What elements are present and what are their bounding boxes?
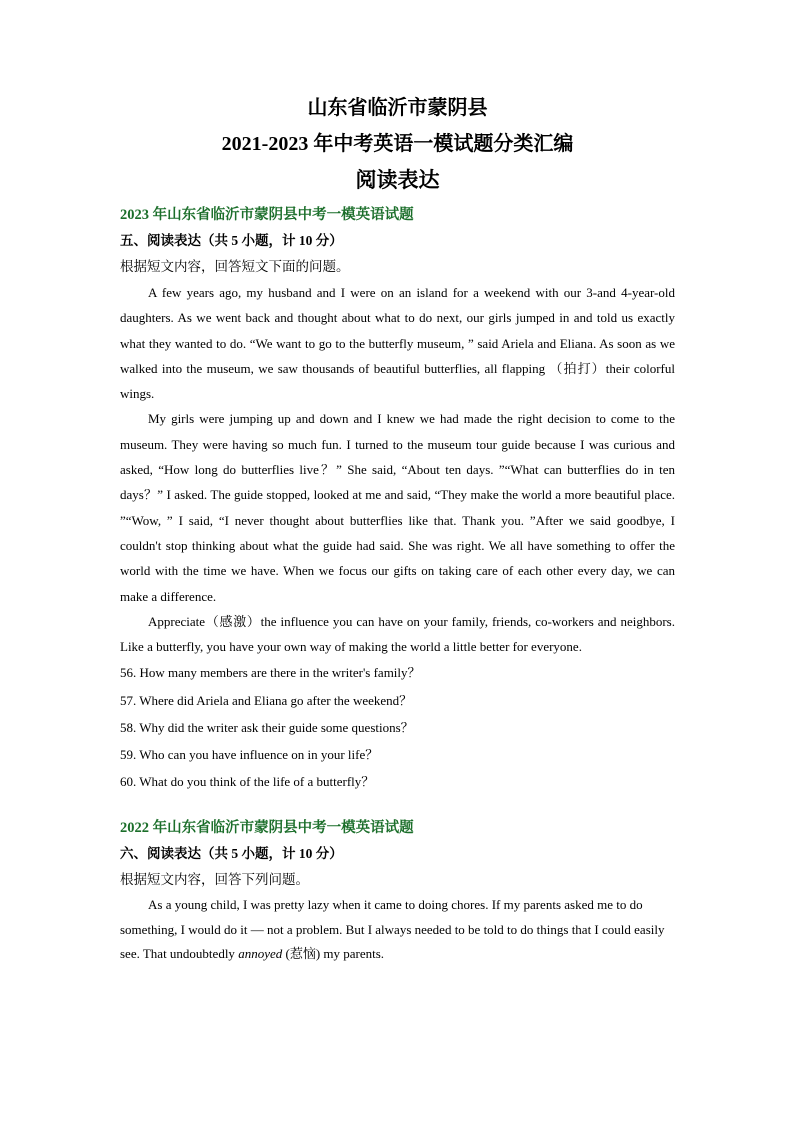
question-60: 60. What do you think of the life of a butterfly？ <box>120 774 375 790</box>
passage-emphasis-word: annoyed <box>238 946 283 962</box>
question-57: 57. Where did Ariela and Eliana go after the weekend？ <box>120 692 413 708</box>
passage-paragraph-2022 <box>120 893 675 967</box>
section-2022-part-header: 六、阅读表达（共 5 小题，计 10 分） <box>120 846 343 862</box>
question-58: 58. Why did the writer ask their guide some questions？ <box>120 719 414 735</box>
document-title-exam: 2021-2023 年中考英语一模试题分类汇编 <box>221 133 574 155</box>
document-title-category: 阅读表达 <box>355 168 440 192</box>
document-page <box>120 90 675 967</box>
section-2023-title: 2023 年山东省临沂市蒙阴县中考一模英语试题 <box>120 207 414 223</box>
document-title-region: 山东省临沂市蒙阴县 <box>307 97 488 119</box>
passage-paragraph: A few years ago, my husband and I were on an island for a weekend with our 3-and 4-year-old daughters. As we went back and thought about what to do next, our girls jumped in and told us exactly what they wanted to do. “We want to go to the butterfly museum, ” said Ariela and Eliana. As soon as we walked into the museum, we saw thousands of beautiful butterflies, all flapping （拍打）their colorful wings. <box>120 285 675 402</box>
passage-paragraph: Appreciate（感激）the influence you can have on your family, friends, co-workers and neighbors. Like a butterfly, you have your own way of making the world a little better for everyone. <box>120 613 675 655</box>
section-2023-part-header: 五、阅读表达（共 5 小题，计 10 分） <box>120 233 343 248</box>
passage-text: As a young child, I was pretty lazy when it came to doing chores. If my parents asked me to do something, I would do it — not a problem. But I always needed to be told to do things that I could easily see. That undoubtedly <box>120 897 665 962</box>
question-56: 56. How many members are there in the writer's family？ <box>120 665 421 681</box>
question-59: 59. Who can you have influence on in your life？ <box>120 747 379 763</box>
section-2022-title: 2022 年山东省临沂市蒙阴县中考一模英语试题 <box>120 820 414 837</box>
passage-paragraph: My girls were jumping up and down and I knew we had made the right decision to come to the museum. They were having so much fun. I turned to the museum tour guide because I was curious and asked, “How long do butterflies live？” She said, “About ten days. ”“What can butterflies do in ten days？” I asked. The guide stopped, looked at me and said, “They make the world a more beautiful place. ”“Wow, ” I said, “I never thought about butterflies like that. Thank you. ”After we said goodbye, I couldn't stop thinking about what the guide had said. She was right. We all have something to offer the world with the time we have. When we focus our gifts on taking care of each other every day, we can make a difference. <box>120 411 675 604</box>
section-2022-instruction: 根据短文内容，回答下列问题。 <box>120 872 309 888</box>
passage-text: (惹恼) my parents. <box>282 946 385 962</box>
section-spacer <box>120 795 675 811</box>
section-2023-instruction: 根据短文内容，回答短文下面的问题。 <box>120 259 350 274</box>
